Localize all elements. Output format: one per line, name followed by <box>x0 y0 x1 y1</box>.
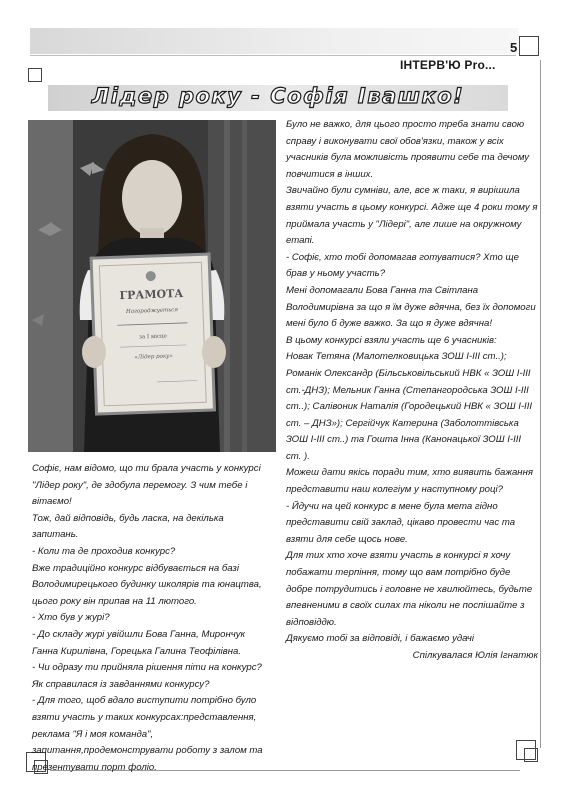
paragraph: Новак Тетяна (Малотелковицька ЗОШ І-ІІІ ст..); Романік Олександр (Більськовільський НВК « ЗОШ І-ІІІ ст.-ДНЗ); Мельник Ганна (Степангородська ЗОШ І-ІІІ ст..); Салівоник Наталія (Городецький НВК « ЗОШ І-ІІІ ст. – ДНЗ»); Сергійчук Катерина (Заболоттівська ЗОШ І-ІІІ ст..) та Гошта Інна (Канонацької ЗОШ І-ІІІ ст. ). <box>286 351 533 462</box>
right-text-column <box>286 117 538 665</box>
question: Можеш дати якісь поради тим, хто виявить бажання представити наш колегіум у наступному році? <box>286 467 533 496</box>
paragraph: Для тих хто хоче взяти участь в конкурсі я хочу побажати терпіння, тому що вам потрібно буде добре потрудитись і головне не хвилюйтесь, будьте впевненими в своїх силах та ніколи не поспішайте з відповіддю. <box>286 550 533 628</box>
page-number: 5 <box>510 40 518 55</box>
certificate-title: ГРАМОТА <box>119 286 184 303</box>
question: - Чи одразу ти прийняла рішення піти на конкурс? Як справилася із завданнями конкурсу? <box>32 662 262 690</box>
paragraph: - Йдучи на цей конкурс в мене була мета гідно представити свій заклад, цікаво провести час та взяти для себе щось нове. <box>286 500 516 545</box>
question: - Хто був у журі? <box>32 612 110 624</box>
paragraph: Було не важко, для цього просто треба знати свою справу і виконувати свої обов'язки, також у всіх учасників була можливість проявити себе та дечому повчитися в інших. <box>286 119 530 180</box>
question: - Софіє, хто тобі допомагав готуватися? Хто ще брав у ньому участь? <box>286 251 519 280</box>
paragraph: - Для того, щоб вдало виступити потрібно було взяти участь у таких конкурсах:представлення, реклама "Я і моя команда", запитання,продемонструвати роботу з залом та презентувати порт фоліо. <box>32 695 263 773</box>
corner-ornament-top-left <box>28 68 42 82</box>
paragraph: Софіє, нам відомо, що ти брала участь у конкурсі "Лідер року", де здобула перемогу. З чим тебе і вітаємо! <box>32 463 261 508</box>
author-signature: Спілкувалася Юлія Ігнатюк <box>412 650 538 661</box>
article-photo <box>28 120 276 452</box>
question: - Коли та де проходив конкурс? <box>32 545 176 557</box>
corner-ornament-bottom-right-2 <box>524 748 538 762</box>
certificate-place: за І місце <box>138 333 167 341</box>
article-title: Лідер року - Софія Івашко! <box>91 84 465 108</box>
paragraph: - До складу журі увійшли Бова Ганна, Мирончук Ганна Кирилівна, Горецька Галина Теофілівна. <box>32 628 246 657</box>
paragraph: Звичайно були сумніви, але, все ж таки, я вирішила взяти участь в цьому конкурсі. Адже ще 4 роки тому я приймала участь у "Лідері", але лише на окружному етапі. <box>286 185 538 247</box>
paragraph: Мені допомагали Бова Ганна та Світлана Володимирівна за що я їм дуже вдячна, без їх допомоги мені було б дуже важко. За що я дуже вдячна! <box>286 284 536 330</box>
right-border-line <box>540 60 541 748</box>
certificate-line: Нагороджується <box>125 307 179 315</box>
paragraph: Вже традиційно конкурс відбувається на базі Володимирецького будинку школярів та юнацтва, цього року він припав на 11 лютого. <box>32 562 262 607</box>
certificate-contest: «Лідер року» <box>134 353 173 361</box>
corner-ornament-top-right <box>519 36 539 56</box>
header-rule <box>30 55 516 56</box>
paragraph: В цьому конкурсі взяли участь ще 6 учасників: <box>286 334 497 346</box>
paragraph: Тож, дай відповідь, будь ласка, на декілька запитань. <box>32 512 224 541</box>
header-bar <box>30 28 518 54</box>
left-text-column <box>32 461 272 776</box>
section-label: ІНТЕРВ'Ю Pro... <box>400 58 496 72</box>
paragraph: Дякуємо тобі за відповіді, і бажаємо удачі <box>286 633 474 645</box>
